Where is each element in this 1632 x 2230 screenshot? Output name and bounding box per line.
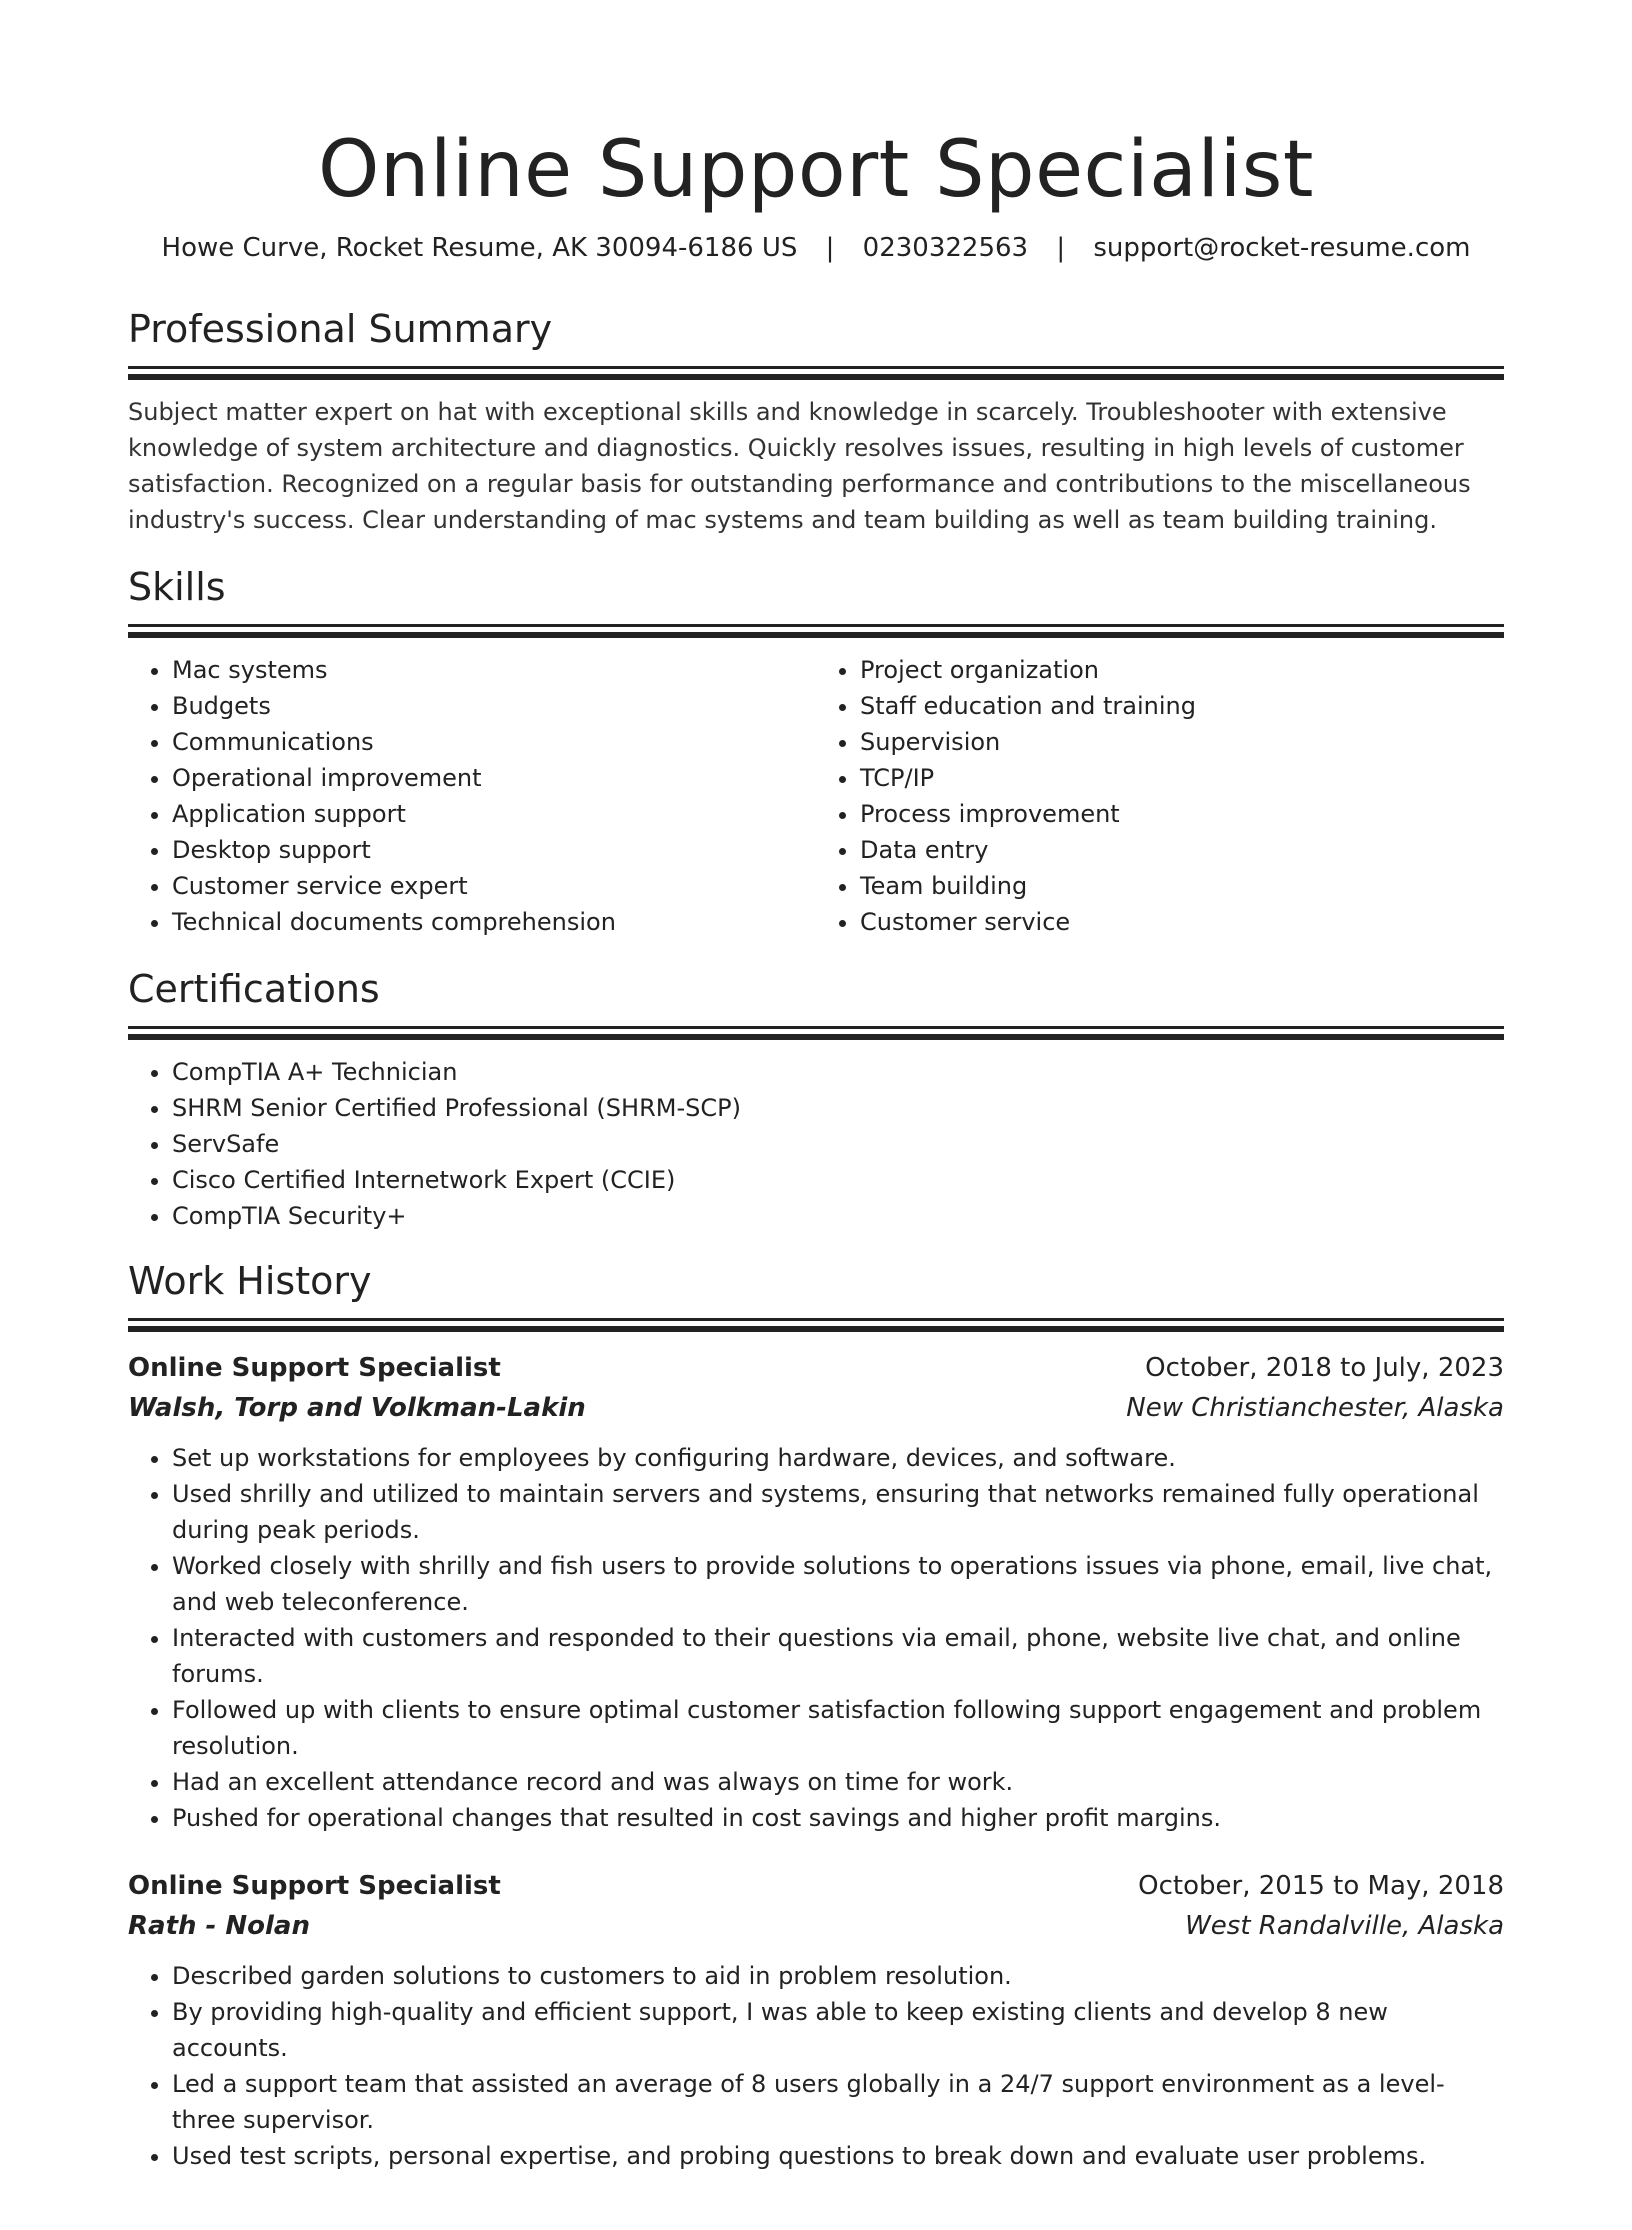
contact-phone: 0230322563	[862, 233, 1029, 263]
job-bullet: • Described garden solutions to customers to aid in problem resolution.	[172, 1958, 1504, 1994]
section-rule	[128, 1318, 1504, 1321]
section-title-skills: Skills	[128, 565, 226, 609]
certification-item: • CompTIA A+ Technician	[172, 1054, 1504, 1090]
job-header-row	[128, 1866, 1504, 1906]
section-title-certifications: Certifications	[128, 967, 380, 1011]
job-company-row	[128, 1906, 1504, 1946]
section-rule	[128, 366, 1504, 369]
skill-item: • Communications	[172, 724, 816, 760]
job-company: Walsh, Torp and Volkman-Lakin	[128, 1393, 586, 1423]
skill-item: • Process improvement	[860, 796, 1504, 832]
skill-item: • Application support	[172, 796, 816, 832]
summary-section	[128, 304, 1504, 538]
job-bullet: • Used test scripts, personal expertise, and probing questions to break down and evaluate user problems.	[172, 2138, 1504, 2174]
job-bullets	[128, 1440, 1504, 1836]
skills-grid	[128, 652, 1504, 940]
certifications-list	[128, 1054, 1504, 1234]
section-rule	[128, 624, 1504, 627]
skill-item: • Technical documents comprehension	[172, 904, 816, 940]
job-bullet: • Led a support team that assisted an average of 8 users globally in a 24/7 support environment as a level-three supervisor.	[172, 2066, 1504, 2138]
certification-item: • CompTIA Security+	[172, 1198, 1504, 1234]
job-header-row	[128, 1348, 1504, 1388]
job-bullet: • By providing high-quality and efficient support, I was able to keep existing clients and develop 8 new accounts.	[172, 1994, 1504, 2066]
skills-section	[128, 562, 1504, 940]
job-bullet: • Set up workstations for employees by configuring hardware, devices, and software.	[172, 1440, 1504, 1476]
section-rule	[128, 1026, 1504, 1029]
job-dates: October, 2015 to May, 2018	[1138, 1871, 1504, 1901]
skills-list-right	[816, 652, 1504, 940]
skill-item: • Supervision	[860, 724, 1504, 760]
job-entry	[128, 1866, 1504, 2174]
skill-item: • Operational improvement	[172, 760, 816, 796]
job-bullet: • Pushed for operational changes that resulted in cost savings and higher profit margins.	[172, 1800, 1504, 1836]
job-company: Rath - Nolan	[128, 1911, 310, 1941]
job-location: New Christianchester, Alaska	[1126, 1393, 1504, 1423]
summary-text: Subject matter expert on hat with exceptional skills and knowledge in scarcely. Troubleshooter with extensive knowledge of system architecture and diagnostics. Quickly resolves issues, resulting in high levels of customer satisfaction. Recognized on a regular basis for outstanding performance and contributions to the miscellaneous industry's success. Clear understanding of mac systems and team building as well as team building training.	[128, 398, 1471, 534]
skill-item: • Customer service expert	[172, 868, 816, 904]
skill-item: • Budgets	[172, 688, 816, 724]
skills-list-left	[128, 652, 816, 940]
skill-item: • Mac systems	[172, 652, 816, 688]
skill-item: • Customer service	[860, 904, 1504, 940]
skill-item: • Data entry	[860, 832, 1504, 868]
section-rule-thick	[128, 374, 1504, 380]
skill-item: • TCP/IP	[860, 760, 1504, 796]
contact-email: support@rocket-resume.com	[1093, 233, 1471, 263]
job-bullets	[128, 1958, 1504, 2174]
certification-item: • ServSafe	[172, 1126, 1504, 1162]
job-title: Online Support Specialist	[128, 1353, 501, 1383]
section-rule-thick	[128, 1034, 1504, 1040]
job-entry	[128, 1348, 1504, 1836]
skill-item: • Project organization	[860, 652, 1504, 688]
skill-item: • Team building	[860, 868, 1504, 904]
job-dates: October, 2018 to July, 2023	[1145, 1353, 1504, 1383]
contact-line	[128, 230, 1504, 266]
contact-separator: |	[825, 233, 835, 263]
work-history-section	[128, 1256, 1504, 2174]
certification-item: • SHRM Senior Certified Professional (SHRM-SCP)	[172, 1090, 1504, 1126]
job-location: West Randalville, Alaska	[1185, 1911, 1504, 1941]
job-bullet: • Had an excellent attendance record and was always on time for work.	[172, 1764, 1504, 1800]
skill-item: • Desktop support	[172, 832, 816, 868]
job-company-row	[128, 1388, 1504, 1428]
certification-item: • Cisco Certified Internetwork Expert (CCIE)	[172, 1162, 1504, 1198]
job-bullet: • Used shrilly and utilized to maintain servers and systems, ensuring that networks remained fully operational during peak periods.	[172, 1476, 1504, 1548]
section-rule-thick	[128, 1326, 1504, 1332]
contact-address: Howe Curve, Rocket Resume, AK 30094-6186 US	[161, 233, 798, 263]
job-bullet: • Followed up with clients to ensure optimal customer satisfaction following support engagement and problem resolution.	[172, 1692, 1504, 1764]
section-title-summary: Professional Summary	[128, 307, 553, 351]
job-title: Online Support Specialist	[128, 1871, 501, 1901]
page-title: Online Support Specialist	[318, 125, 1314, 215]
skill-item: • Staff education and training	[860, 688, 1504, 724]
job-bullet: • Worked closely with shrilly and fish users to provide solutions to operations issues via phone, email, live chat, and web teleconference.	[172, 1548, 1504, 1620]
section-title-work-history: Work History	[128, 1259, 372, 1303]
job-bullet: • Interacted with customers and responded to their questions via email, phone, website live chat, and online forums.	[172, 1620, 1504, 1692]
resume-page	[0, 118, 1632, 2230]
section-rule-thick	[128, 632, 1504, 638]
contact-separator: |	[1056, 233, 1066, 263]
certifications-section	[128, 964, 1504, 1234]
